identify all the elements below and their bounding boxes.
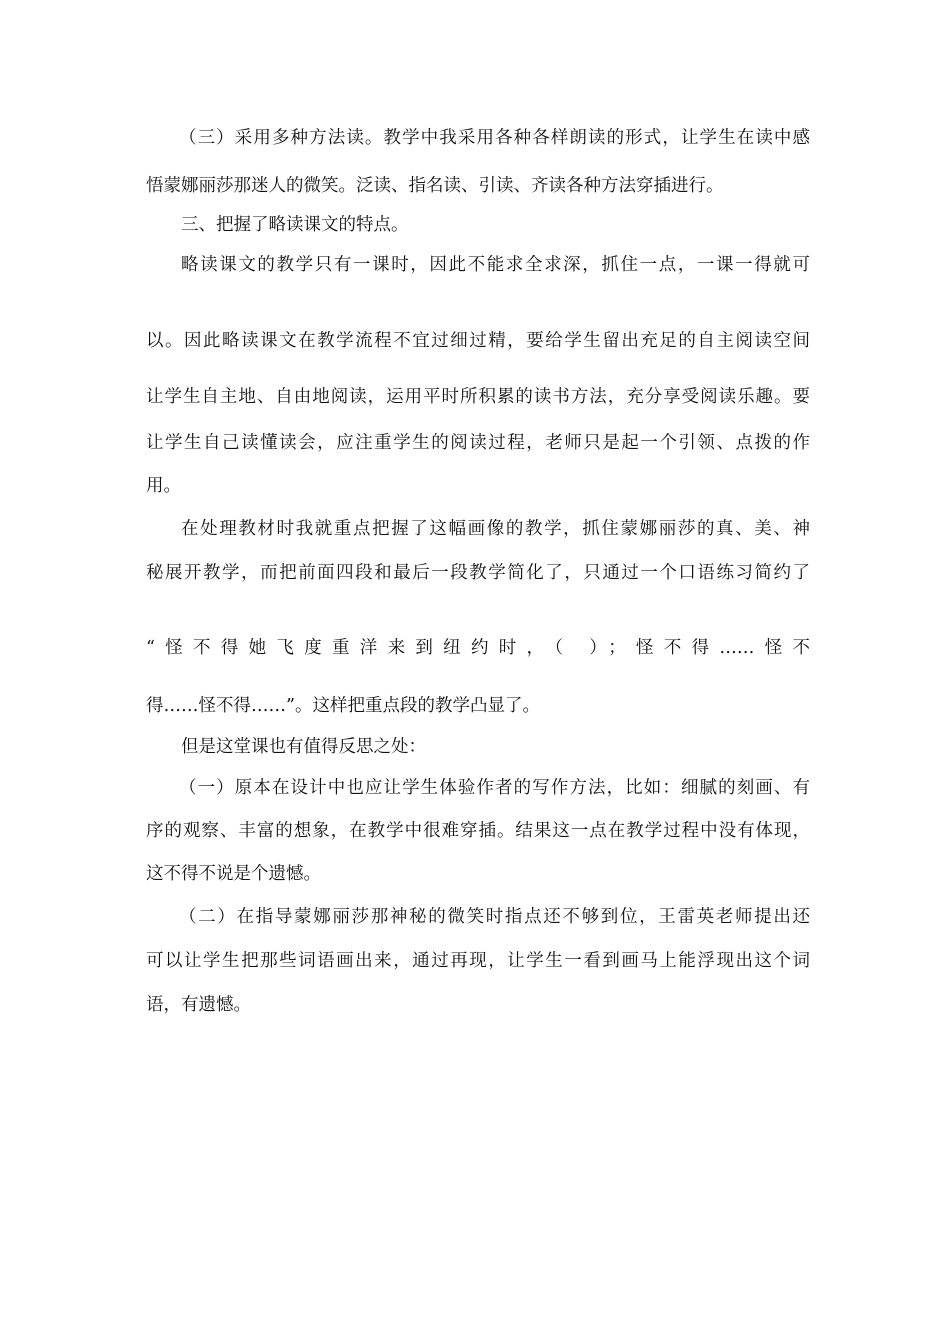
section-heading: 三、把握了略读课文的特点。: [181, 215, 409, 235]
paragraph-line: 序的观察、丰富的想象，在教学中很难穿插。结果这一点在教学过程中没有体现，: [146, 821, 810, 841]
paragraph-line: “怪不得她飞度重洋来到纽约时，（ ）；怪不得……怪不: [146, 638, 810, 658]
paragraph-line: （二）在指导蒙娜丽莎那神秘的微笑时指点还不够到位，王雷英老师提出还: [179, 907, 810, 927]
paragraph-line: 略读课文的教学只有一课时，因此不能求全求深，抓住一点，一课一得就可: [181, 255, 810, 275]
paragraph-line: 语，有遗憾。: [146, 995, 251, 1015]
paragraph-line: 让学生自主地、自由地阅读，运用平时所积累的读书方法，充分享受阅读乐趣。要: [146, 387, 810, 407]
paragraph-line: （三）采用多种方法读。教学中我采用各种各样朗读的形式，让学生在读中感: [179, 128, 810, 148]
paragraph-line: 得……怪不得……”。这样把重点段的教学凸显了。: [146, 696, 540, 716]
paragraph-line: 悟蒙娜丽莎那迷人的微笑。泛读、指名读、引读、齐读各种方法穿插进行。: [146, 176, 724, 196]
paragraph-line: 在处理教材时我就重点把握了这幅画像的教学，抓住蒙娜丽莎的真、美、神: [181, 519, 810, 539]
paragraph-line: 秘展开教学，而把前面四段和最后一段教学简化了，只通过一个口语练习简约了: [146, 563, 810, 583]
paragraph-line: （一）原本在设计中也应让学生体验作者的写作方法，比如：细腻的刻画、有: [179, 778, 810, 798]
paragraph-line: 以。因此略读课文在教学流程不宜过细过精，要给学生留出充足的自主阅读空间: [146, 331, 810, 351]
paragraph-line: 但是这堂课也有值得反思之处：: [181, 737, 426, 757]
paragraph-line: 这不得不说是个遗憾。: [146, 864, 321, 884]
paragraph-line: 可以让学生把那些词语画出来，通过再现，让学生一看到画马上能浮现出这个词: [146, 951, 810, 971]
paragraph-line: 用。: [146, 476, 181, 496]
paragraph-line: 让学生自己读懂读会，应注重学生的阅读过程，老师只是起一个引领、点拨的作: [146, 433, 810, 453]
